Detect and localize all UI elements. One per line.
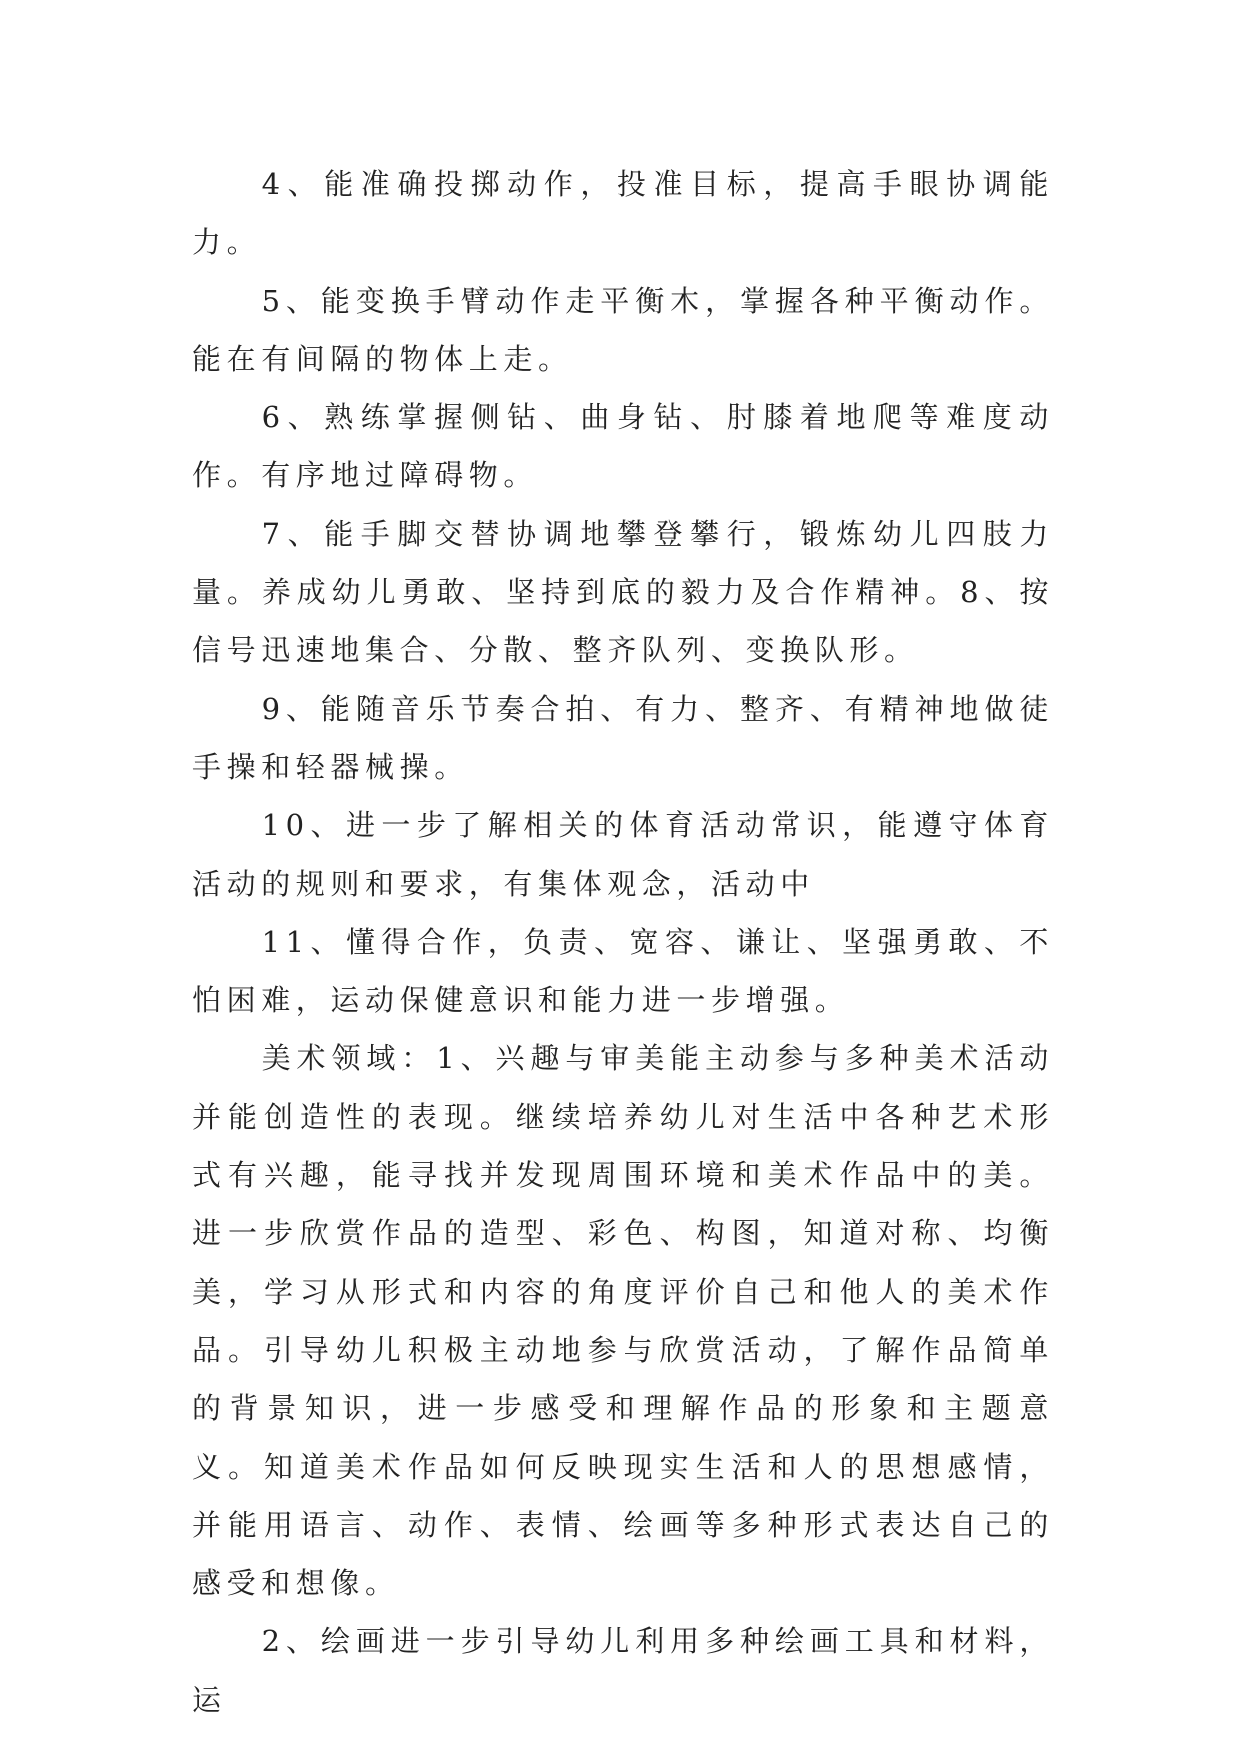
- paragraph-item-10: 10、进一步了解相关的体育活动常识，能遵守体育活动的规则和要求，有集体观念，活动中: [192, 808, 1054, 901]
- document-body: [192, 155, 1054, 1729]
- paragraph-item-6: 6、熟练掌握侧钻、曲身钻、肘膝着地爬等难度动作。有序地过障碍物。: [192, 400, 1054, 493]
- paragraph-item-5: 5、能变换手臂动作走平衡木，掌握各种平衡动作。能在有间隔的物体上走。: [192, 283, 1054, 376]
- paragraph-item-4: 4、能准确投掷动作，投准目标，提高手眼协调能力。: [192, 167, 1054, 260]
- paragraph-art-item-2: 2、绘画进一步引导幼儿利用多种绘画工具和材料，运: [192, 1624, 1054, 1717]
- paragraph-item-7-8: 7、能手脚交替协调地攀登攀行，锻炼幼儿四肢力量。养成幼儿勇敢、坚持到底的毅力及合作精神。8、按信号迅速地集合、分散、整齐队列、变换队形。: [192, 516, 1054, 668]
- paragraph-art-domain: 美术领域：1、兴趣与审美能主动参与多种美术活动并能创造性的表现。继续培养幼儿对生活中各种艺术形式有兴趣，能寻找并发现周围环境和美术作品中的美。进一步欣赏作品的造型、彩色、构图，知道对称、均衡美，学习从形式和内容的角度评价自己和他人的美术作品。引导幼儿积极主动地参与欣赏活动，了解作品简单的背景知识，进一步感受和理解作品的形象和主题意义。知道美术作品如何反映现实生活和人的思想感情，并能用语言、动作、表情、绘画等多种形式表达自己的感受和想像。: [192, 1041, 1054, 1601]
- paragraph-item-11: 11、懂得合作，负责、宽容、谦让、坚强勇敢、不怕困难，运动保健意识和能力进一步增强。: [192, 924, 1054, 1018]
- paragraph-item-9: 9、能随音乐节奏合拍、有力、整齐、有精神地做徒手操和轻器械操。: [192, 691, 1054, 784]
